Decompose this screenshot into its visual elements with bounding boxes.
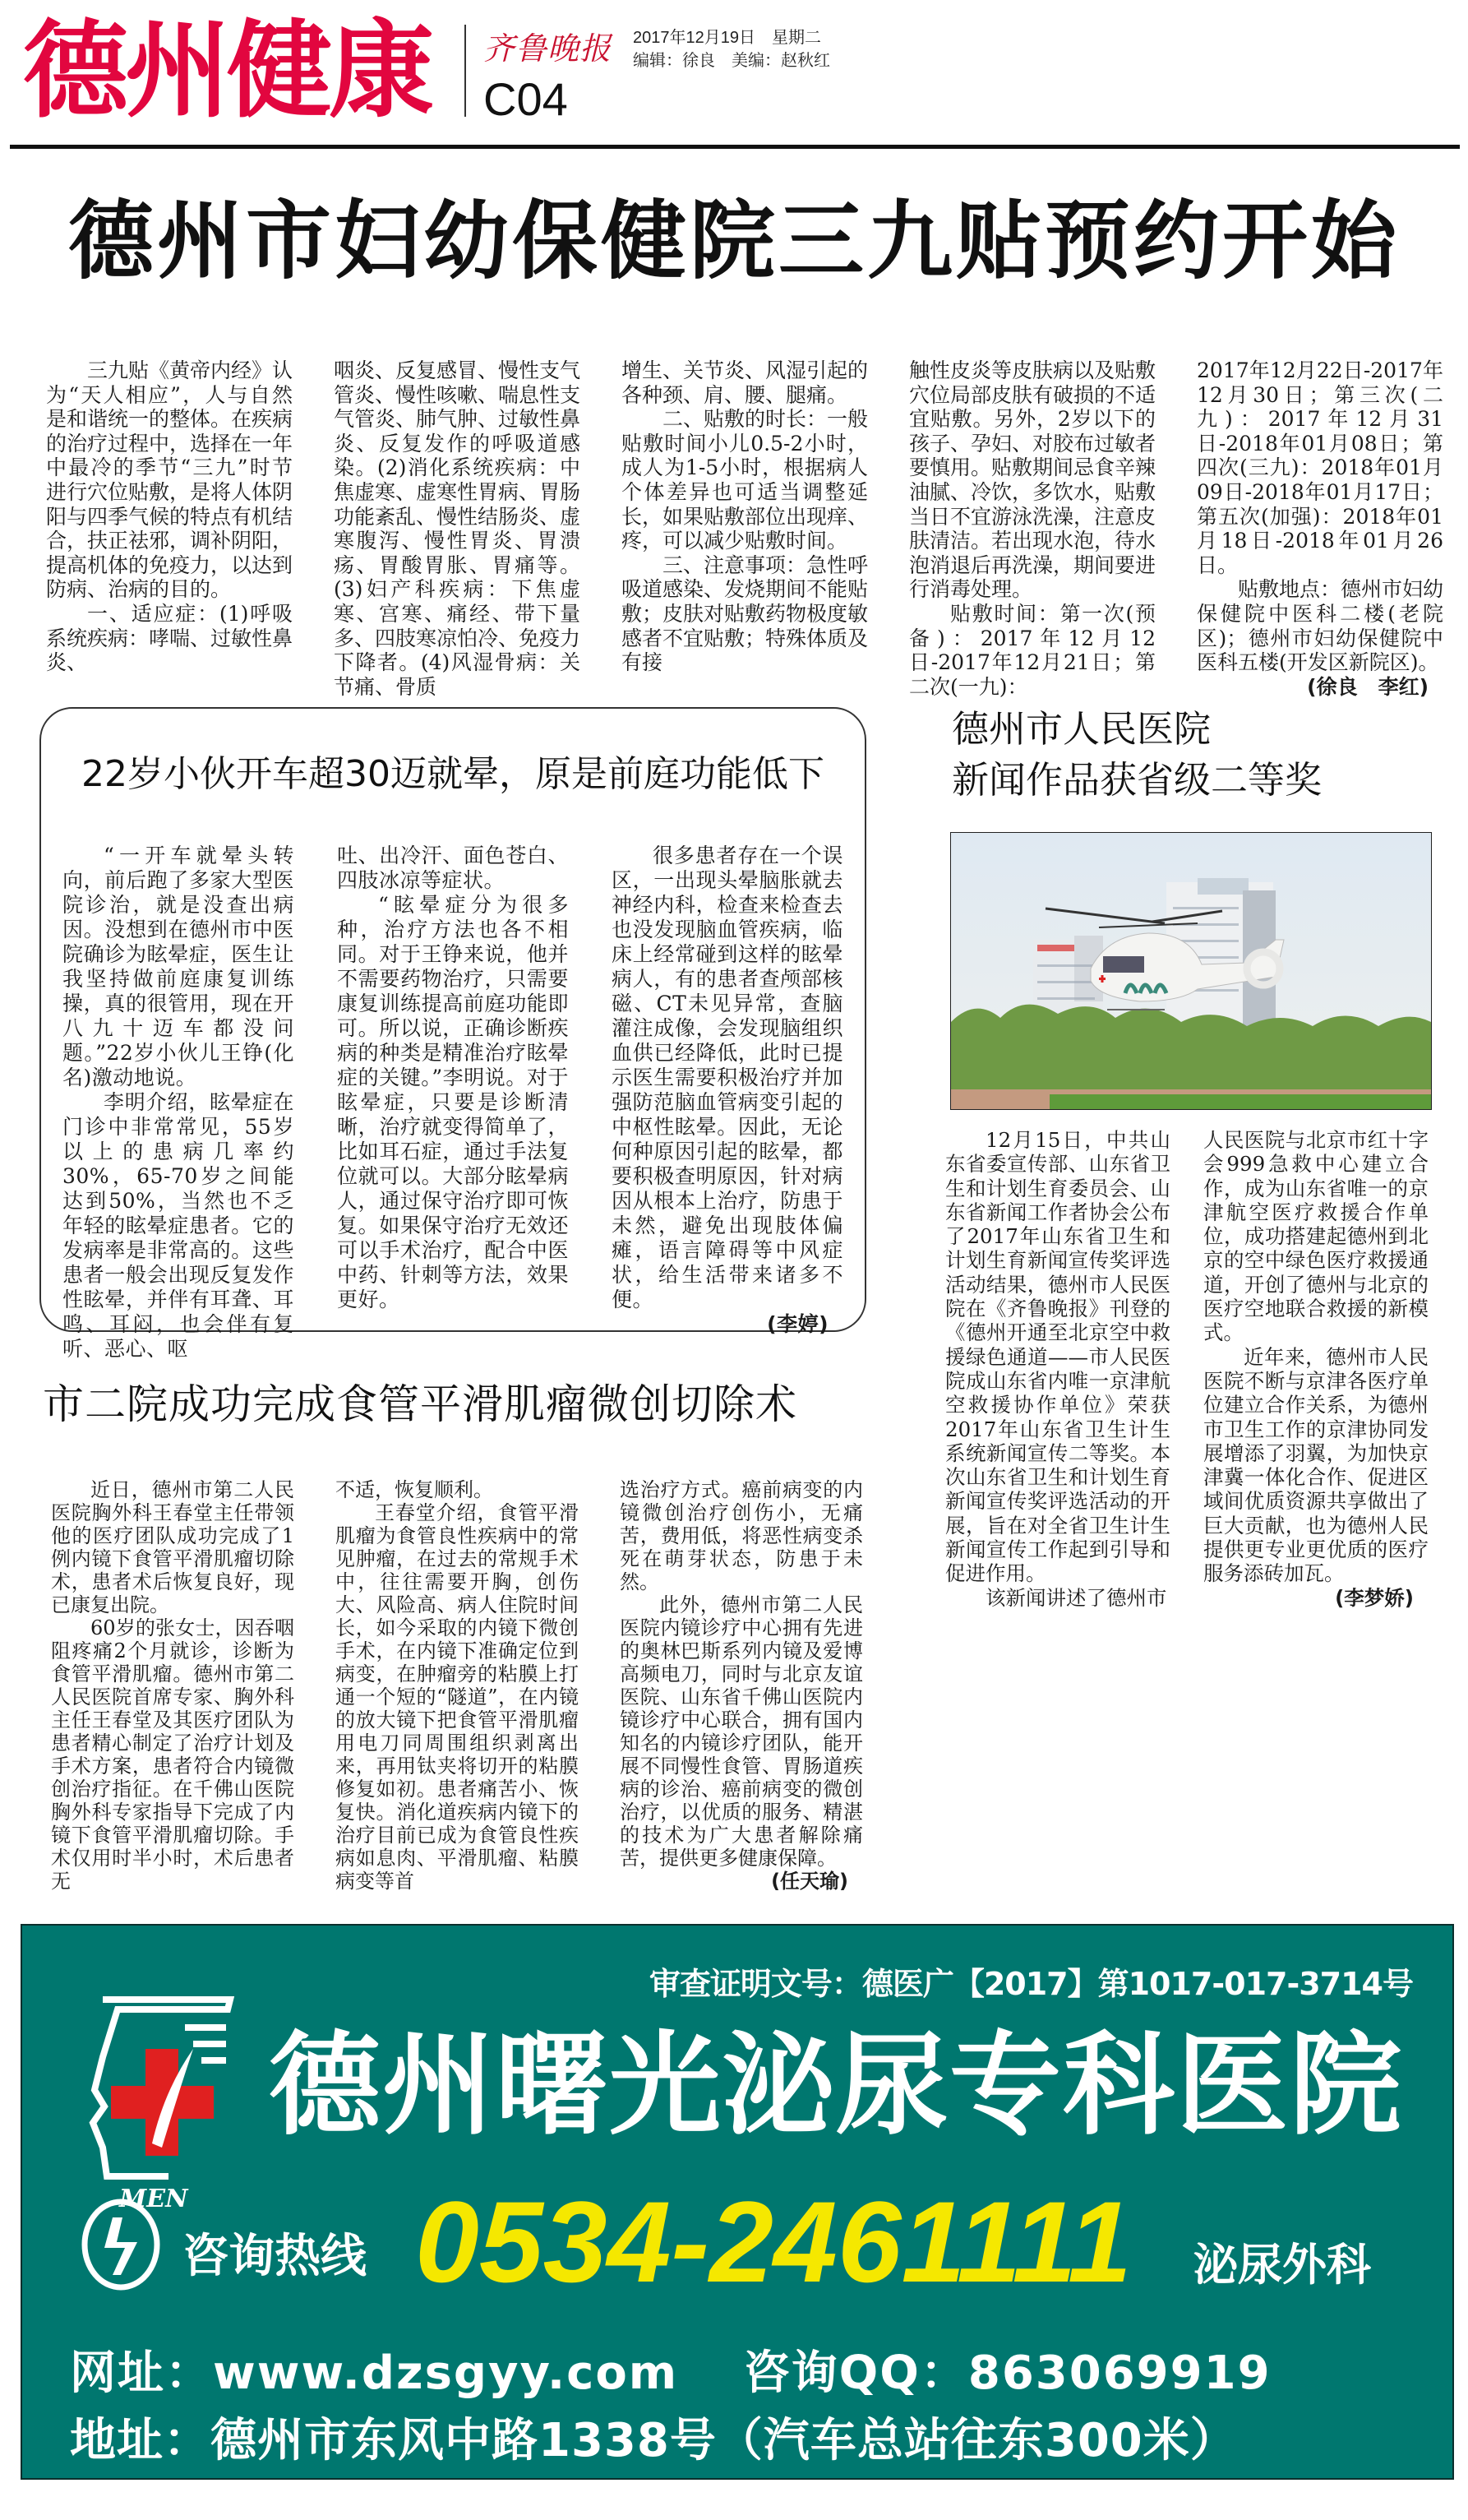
text-column	[335, 1478, 579, 1893]
paragraph: 60岁的张女士，因吞咽阻疼痛2个月就诊，诊断为食管平滑肌瘤。德州市第二人民医院首席专家、胸外科主任王春堂及其医疗团队为患者精心制定了治疗计划及手术方案，患者符合内镜微创治疗指征。在千佛山医院胸外科专家指导下完成了内镜下食管平滑肌瘤切除。手术仅用时半小时，术后患者无	[51, 1616, 294, 1893]
hospital-advertisement	[21, 1924, 1454, 2480]
vertigo-article-headline: 22岁小伙开车超30迈就晕，原是前庭功能低下	[81, 753, 824, 795]
issue-info	[633, 26, 830, 72]
text-column	[909, 358, 1156, 699]
issue-editors: 编辑：徐良 美编：赵秋红	[633, 52, 830, 70]
text-column	[945, 1128, 1170, 1610]
main-headline: 德州市妇幼保健院三九贴预约开始	[67, 191, 1400, 291]
paragraph: 贴敷时间：第一次(预备)：2017年12月12日-2017年12月21日；第二次(一九)：	[909, 601, 1156, 699]
paragraph: 贴敷地点：德州市妇幼保健院中医科二楼(老院区)；德州市妇幼保健院中医科五楼(开发区新院区)。	[1197, 577, 1444, 675]
byline: (李婷)	[767, 1312, 829, 1336]
logo-text: MEN	[119, 2185, 188, 2213]
main-article-body	[46, 358, 1443, 699]
surgery-article-headline: 市二院成功完成食管平滑肌瘤微创切除术	[43, 1380, 797, 1428]
award-headline-line1: 德州市人民医院	[952, 707, 1212, 751]
ad-approval-number: 审查证明文号：德医广【2017】第1017-017-3714号	[649, 1966, 1413, 2002]
byline: (徐良 李红)	[1307, 674, 1429, 699]
website-and-qq: 网址：www.dzsgyy.com 咨询QQ：863069919	[70, 2347, 1272, 2400]
byline: (任天瑜)	[771, 1870, 848, 1893]
paragraph: 咽炎、反复感冒、慢性支气管炎、慢性咳嗽、喘息性支气管炎、肺气肿、过敏性鼻炎、反复发作的呼吸道感染。(2)消化系统疾病：中焦虚寒、虚寒性胃病、胃肠功能紊乱、慢性结肠炎、虚寒腹泻、慢性胃炎、胃溃疡、胃酸胃胀、胃痛等。(3)妇产科疾病：下焦虚寒、宫寒、痛经、带下量多、四肢寒凉怕冷、免疫力下降者。(4)风湿骨病：关节痛、骨质	[334, 358, 581, 699]
byline: (李梦娇)	[1335, 1585, 1414, 1610]
hospital-logo-icon	[70, 1991, 242, 2213]
paragraph: 二、贴敷的时长：一般贴敷时间小儿0.5-2小时，成人为1-5小时，根据病人个体差异也可适当调整延长，如果贴敷部位出现痒、疼，可以减少贴敷时间。	[621, 407, 869, 553]
paragraph: 12月15日，中共山东省委宣传部、山东省卫生和计划生育委员会、山东省新闻工作者协会公布了2017年山东省卫生和计划生育新闻宣传奖评选活动结果，德州市人民医院在《齐鲁晚报》刊登的《德州开通至北京空中救援绿色通道——市人民医院成山东省内唯一京津航空救援协作单位》荣获2017年山东省卫生计生系统新闻宣传二等奖。本次山东省卫生和计划生育新闻宣传奖评选活动的开展，旨在对全省卫生计生新闻宣传工作起到引导和促进作用。	[945, 1128, 1170, 1586]
award-article-body	[945, 1128, 1429, 1610]
award-article-headline	[952, 704, 1322, 806]
hotline-label: 咨询热线	[182, 2229, 367, 2283]
text-column	[621, 358, 868, 699]
paragraph: 一、适应症：(1)呼吸系统疾病：哮喘、过敏性鼻炎、	[46, 601, 293, 675]
paragraph: 李明介绍，眩晕症在门诊中非常常见，55岁以上的患病几率约30%，65-70岁之间能达到50%，当然也不乏年轻的眩晕症患者。它的发病率是非常高的。这些患者一般会出现反复发作性眩晕，并伴有耳聋、耳鸣、耳闷，也会伴有复听、恶心、呕	[62, 1090, 294, 1361]
newspaper-logo: 齐鲁晚报	[483, 30, 612, 67]
paragraph: 近日，德州市第二人民医院胸外科王春堂主任带领他的医疗团队成功完成了1例内镜下食管平滑肌瘤切除术，患者术后恢复良好，现已康复出院。	[51, 1478, 294, 1616]
hospital-name: 德州曙光泌尿专科医院	[269, 2021, 1403, 2151]
vertigo-article-body	[62, 844, 843, 1362]
paragraph: 吐、出冷汗、面色苍白、四肢冰凉等症状。	[337, 844, 569, 892]
masthead-divider	[464, 25, 466, 117]
page-number: C04	[483, 73, 568, 125]
paragraph: 2017年12月22日-2017年12月30日；第三次(二九)：2017年12月31日-2018年01月08日；第四次(三九)：2018年01月09日-2018年01月17日；第五次(加强)：2018年01月18日-2018年01月26日。	[1197, 358, 1443, 577]
helicopter-photo	[950, 832, 1432, 1110]
department-label: 泌尿外科	[1193, 2239, 1371, 2291]
text-column	[337, 844, 569, 1362]
paragraph: 此外，德州市第二人民医院内镜诊疗中心拥有先进的奥林巴斯系列内镜及爱博高频电刀，同时与北京友谊医院、山东省千佛山医院内镜诊疗中心联合，拥有国内知名的内镜诊疗团队，能开展不同慢性食管、胃肠道疾病的诊治、癌前病变的微创治疗，以优质的服务、精湛的技术为广大患者解除痛苦，提供更多健康保障。	[620, 1593, 863, 1870]
text-column	[62, 844, 294, 1362]
paragraph: 近年来，德州市人民医院不断与京津各医疗单位建立合作关系，为德州市卫生工作的京津协同发展增添了羽翼，为加快京津冀一体化合作、促进区域间优质资源共享做出了巨大贡献，也为德州人民提供更专业更优质的医疗服务添砖加瓦。	[1203, 1344, 1429, 1586]
text-column	[51, 1478, 294, 1893]
text-column	[1197, 358, 1443, 699]
text-column	[620, 1478, 863, 1893]
paragraph: 很多患者存在一个误区，一出现头晕脑胀就去神经内科，检查来检查去也没发现脑血管疾病，临床上经常碰到这样的眩晕病人，有的患者查颅部核磁、CT未见异常，查脑灌注成像，会发现脑组织血供已经降低，此时已提示医生需要积极治疗并加强防范脑血管病变引起的中枢性眩晕。因此，无论何种原因引起的眩晕，都要积极查明原因，针对病因从根本上治疗，防患于未然，避免出现肢体偏瘫，语言障碍等中风症状，给生活带来诸多不便。	[612, 844, 843, 1311]
text-column	[334, 358, 580, 699]
paragraph: “眩晕症分为很多种，治疗方法也各不相同。对于王铮来说，他并不需要药物治疗，只需要康复训练提高前庭功能即可。所以说，正确诊断疾病的种类是精准治疗眩晕症的关键。”李明说。对于眩晕症，只要是诊断清晰，治疗就变得简单了，比如耳石症，通过手法复位就可以。大部分眩晕病人，通过保守治疗即可恢复。如果保守治疗无效还可以手术治疗，配合中医中药、针刺等方法，效果更好。	[337, 893, 569, 1311]
paragraph: 触性皮炎等皮肤病以及贴敷穴位局部皮肤有破损的不适宜贴敷。另外，2岁以下的孩子、孕妇、对胶布过敏者要慎用。贴敷期间忌食辛辣油腻、冷饮，多饮水，贴敷当日不宜游泳洗澡，注意皮肤清洁。若出现水泡，待水泡消退后再洗澡，期间要进行消毒处理。	[909, 358, 1156, 602]
hotline-number: 0534-2461111	[415, 2177, 1132, 2306]
header-rule	[10, 145, 1460, 149]
text-column	[1203, 1128, 1429, 1610]
paragraph: 选治疗方式。癌前病变的内镜微创治疗创伤小，无痛苦，费用低，将恶性病变杀死在萌芽状态，防患于未然。	[620, 1478, 863, 1593]
paragraph: 增生、关节炎、风湿引起的各种颈、肩、腰、腿痛。	[621, 358, 869, 407]
text-column	[612, 844, 843, 1362]
hospital-logo	[70, 1991, 242, 2213]
paragraph: 不适，恢复顺利。	[335, 1478, 493, 1501]
section-masthead: 德州健康	[23, 10, 432, 132]
paragraph: 三、注意事项：急性呼吸道感染、发烧期间不能贴敷；皮肤对贴敷药物极度敏感者不宜贴敷；特殊体质及有接	[621, 553, 869, 675]
helicopter-photo-image	[951, 833, 1431, 1109]
paragraph: 三九贴《黄帝内经》认为“天人相应”，人与自然是和谐统一的整体。在疾病的治疗过程中，选择在一年中最冷的季节“三九”时节进行穴位贴敷，是将人体阴阳与四季气候的特点有机结合，扶正祛邪，调补阴阳，提高机体的免疫力，以达到防病、治病的目的。	[46, 358, 293, 602]
paragraph: 人民医院与北京市红十字会999急救中心建立合作，成为山东省唯一的京津航空医疗救援合作单位，成功搭建起德州到北京的空中绿色医疗救援通道，开创了德州与北京的医疗空地联合救援的新模式。	[1203, 1128, 1429, 1345]
phone-arrow-icon	[80, 2197, 162, 2292]
surgery-article-body	[51, 1478, 863, 1893]
award-headline-line2: 新闻作品获省级二等奖	[952, 758, 1323, 802]
paragraph: 该新闻讲述了德州市	[986, 1585, 1167, 1610]
hospital-address: 地址：德州市东风中路1338号（汽车总站往东300米）	[70, 2414, 1237, 2467]
paragraph: “一开车就晕头转向，前后跑了多家大型医院诊治，就是没查出病因。没想到在德州市中医院确诊为眩晕症，医生让我坚持做前庭康复训练操，真的很管用，现在开八九十迈车都没问题。”22岁小伙儿王铮(化名)激动地说。	[62, 844, 294, 1089]
text-column	[46, 358, 293, 699]
paragraph: 王春堂介绍，食管平滑肌瘤为食管良性疾病中的常见肿瘤，在过去的常规手术中，往往需要开胸，创伤大、风险高、病人住院时间长，如今采取的内镜下微创手术，在内镜下准确定位到病变，在肿瘤旁的粘膜上打通一个短的“隧道”，在内镜的放大镜下把食管平滑肌瘤用电刀同周围组织剥离出来，再用钛夹将切开的粘膜修复如初。患者痛苦小、恢复快。消化道疾病内镜下的治疗目前已成为食管良性疾病如息肉、平滑肌瘤、粘膜病变等首	[335, 1501, 579, 1893]
issue-date: 2017年12月19日 星期二	[633, 29, 821, 47]
